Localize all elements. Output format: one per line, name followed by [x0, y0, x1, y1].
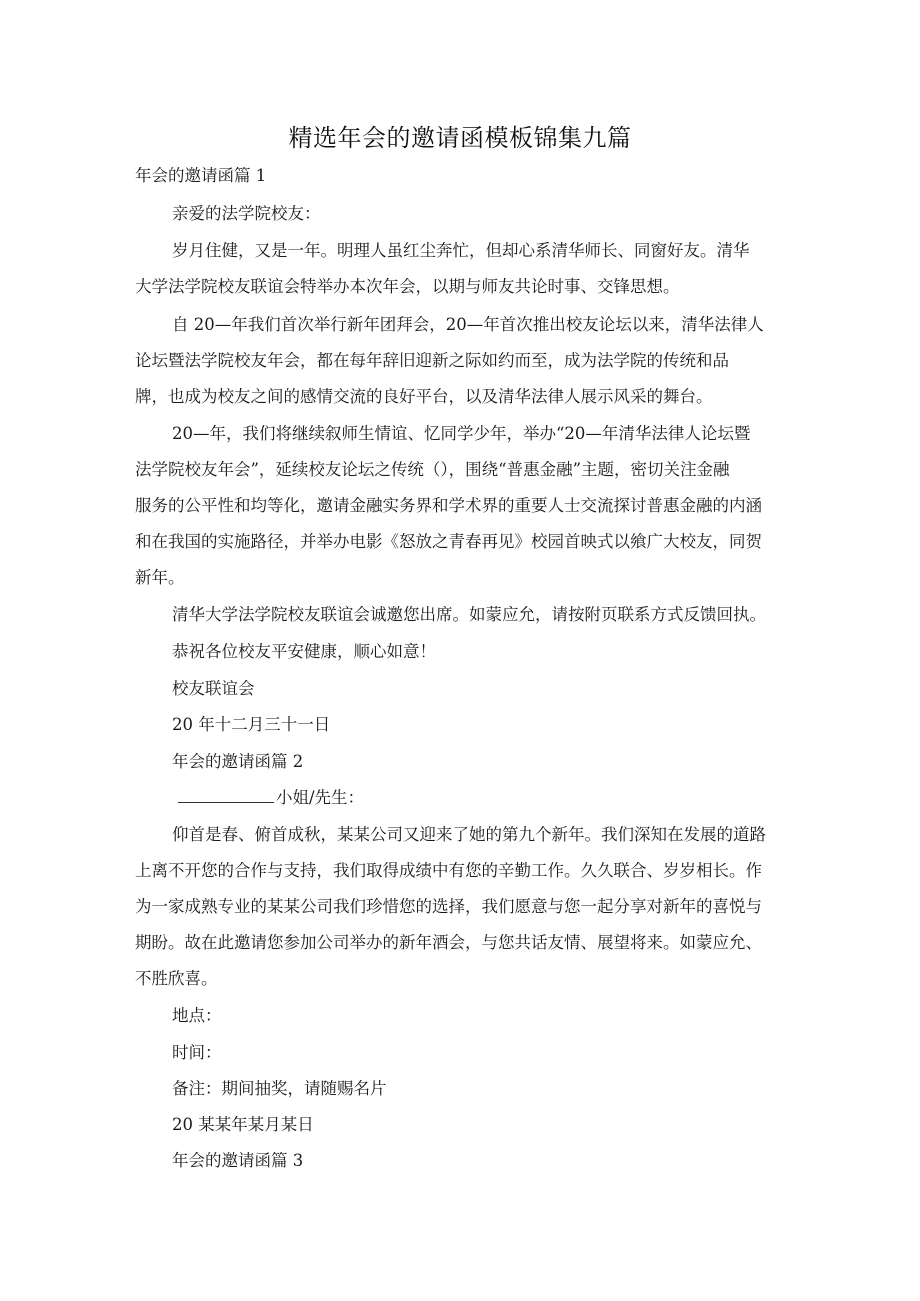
section1-p1-line: 岁月住健，又是一年。明理人虽红尘奔忙，但却心系清华师长、同窗好友。清华 [172, 241, 750, 260]
section2-time: 时间： [172, 1043, 222, 1062]
section3-heading: 年会的邀请函篇 3 [172, 1151, 304, 1170]
section2-salutation-line [178, 787, 364, 809]
section1-salutation: 亲爱的法学院校友： [172, 204, 321, 223]
section1-heading: 年会的邀请函篇 1 [135, 166, 267, 185]
section2-p1-line: 期盼。故在此邀请您参加公司举办的新年酒会，与您共话友情、展望将来。如蒙应允、 [135, 933, 762, 952]
section1-p4: 清华大学法学院校友联谊会诚邀您出席。如蒙应允，请按附页联系方式反馈回执。 [172, 605, 766, 624]
section1-p1-line: 大学法学院校友联谊会特举办本次年会，以期与师友共论时事、交锋思想。 [135, 277, 680, 296]
section1-p3-line: 服务的公平性和均等化，邀请金融实务界和学术界的重要人士交流探讨普惠金融的内涵 [135, 496, 762, 515]
document-title: 精选年会的邀请函模板锦集九篇 [288, 124, 632, 152]
section2-location: 地点： [172, 1006, 222, 1025]
section1-p2-line: 自 20—年我们首次举行新年团拜会，20—年首次推出校友论坛以来，清华法律人 [172, 315, 764, 334]
section2-p1-line: 上离不开您的合作与支持，我们取得成绩中有您的辛勤工作。久久联合、岁岁相长。作 [135, 861, 762, 880]
section2-heading: 年会的邀请函篇 2 [172, 752, 304, 771]
section1-date: 20 年十二月三十一日 [172, 715, 331, 734]
section2-note: 备注：期间抽奖，请随赐名片 [172, 1079, 387, 1098]
section2-salutation: 小姐/先生： [276, 788, 365, 807]
section2-p1-line: 不胜欣喜。 [135, 969, 218, 988]
section1-p3-line: 新年。 [135, 568, 185, 587]
section2-p1-line: 仰首是春、俯首成秋，某某公司又迎来了她的第九个新年。我们深知在发展的道路 [172, 825, 766, 844]
section1-p3-line: 20—年，我们将继续叙师生情谊、忆同学少年，举办“20—年清华法律人论坛暨 [172, 424, 751, 443]
section2-p1-line: 为一家成熟专业的某某公司我们珍惜您的选择，我们愿意与您一起分享对新年的喜悦与 [135, 897, 762, 916]
name-blank-line [178, 788, 274, 803]
section2-date: 20 某某年某月某日 [172, 1115, 314, 1134]
section1-signature: 校友联谊会 [172, 679, 255, 698]
section1-p3-line: 和在我国的实施路径，并举办电影《怒放之青春再见》校园首映式以飨广大校友，同贺 [135, 532, 762, 551]
section1-p3-line: 法学院校友年会”，延续校友论坛之传统（），围绕“普惠金融”主题，密切关注金融 [135, 460, 730, 479]
section1-p2-line: 牌，也成为校友之间的感情交流的良好平台，以及清华法律人展示风采的舞台。 [135, 387, 713, 406]
section1-p5: 恭祝各位校友平安健康，顺心如意！ [172, 642, 436, 661]
section1-p2-line: 论坛暨法学院校友年会，都在每年辞旧迎新之际如约而至，成为法学院的传统和品 [135, 351, 729, 370]
